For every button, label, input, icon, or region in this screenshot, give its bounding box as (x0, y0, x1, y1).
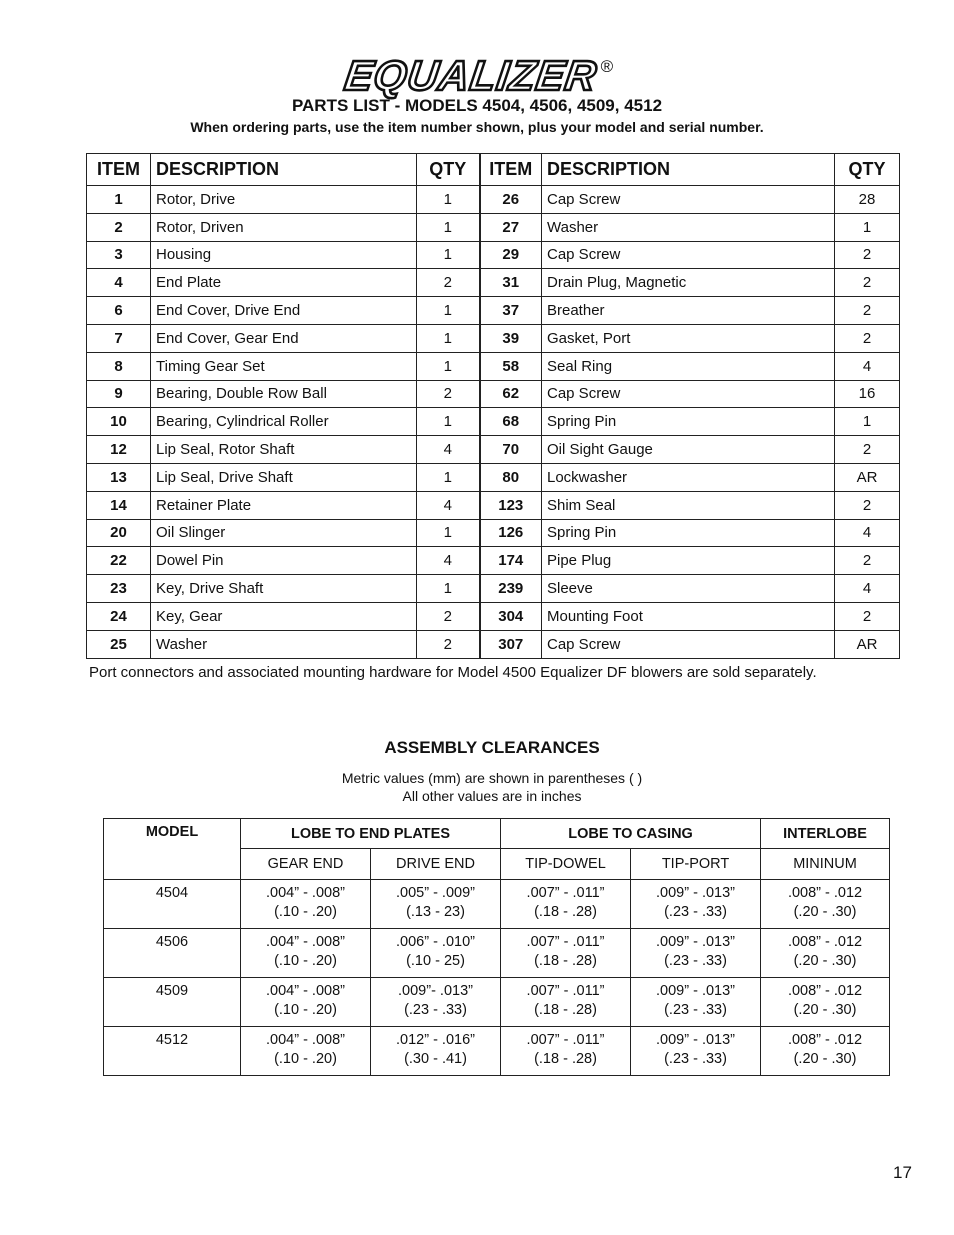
header-interlobe: INTERLOBE (761, 819, 890, 849)
item-description: End Plate (151, 269, 417, 297)
item-description: Retainer Plate (151, 491, 417, 519)
clearance-inches: .012” - .016” (396, 1032, 475, 1048)
parts-row (87, 186, 900, 214)
item-qty: 1 (417, 519, 480, 547)
item-qty: 28 (835, 186, 900, 214)
item-description: Seal Ring (542, 352, 835, 380)
parts-row (87, 297, 900, 325)
item-qty: 2 (835, 269, 900, 297)
item-number: 25 (87, 630, 151, 658)
clearance-inches: .007” - .011” (526, 885, 605, 901)
subheader-minimum: MININUM (761, 849, 890, 880)
item-qty: 2 (835, 297, 900, 325)
header-item: ITEM (87, 154, 151, 186)
item-number: 14 (87, 491, 151, 519)
clearance-mm: (.18 - .28) (534, 1051, 597, 1067)
clearance-inches: .004” - .008” (266, 983, 345, 999)
item-number: 24 (87, 602, 151, 630)
model-number: 4512 (104, 1027, 241, 1076)
clearance-inches: .007” - .011” (526, 1032, 605, 1048)
clearance-inches: .004” - .008” (266, 885, 345, 901)
item-description: Bearing, Cylindrical Roller (151, 408, 417, 436)
parts-row (87, 436, 900, 464)
item-qty: 1 (417, 408, 480, 436)
clearance-mm: (.23 - .33) (404, 1002, 467, 1018)
clearance-row (104, 978, 890, 1027)
item-qty: 4 (417, 547, 480, 575)
header-item: ITEM (480, 154, 542, 186)
item-number: 126 (480, 519, 542, 547)
item-number: 3 (87, 241, 151, 269)
model-number: 4506 (104, 929, 241, 978)
model-number: 4504 (104, 880, 241, 929)
item-number: 22 (87, 547, 151, 575)
parts-row (87, 575, 900, 603)
clearance-cell (761, 929, 890, 978)
item-description: Oil Sight Gauge (542, 436, 835, 464)
item-qty: 2 (417, 630, 480, 658)
header-lobe-to-casing: LOBE TO CASING (501, 819, 761, 849)
clearance-mm: (.20 - .30) (793, 1002, 857, 1018)
model-number: 4509 (104, 978, 241, 1027)
header-model: MODEL (104, 819, 241, 880)
logo-wordmark: EQUALIZER (341, 52, 600, 99)
clearance-mm: (.10 - .20) (274, 904, 337, 920)
clearance-inches: .008” - .012 (787, 1032, 863, 1048)
item-qty: 1 (417, 186, 480, 214)
item-description: Rotor, Driven (151, 213, 417, 241)
parts-row (87, 269, 900, 297)
item-qty: 16 (835, 380, 900, 408)
clearance-mm: (.20 - .30) (793, 953, 857, 969)
parts-row (87, 630, 900, 658)
parts-row (87, 324, 900, 352)
item-description: Lip Seal, Rotor Shaft (151, 436, 417, 464)
clearance-inches: .008” - .012 (787, 983, 863, 999)
clearance-mm: (.10 - .20) (274, 953, 337, 969)
item-number: 174 (480, 547, 542, 575)
clearance-cell (241, 929, 371, 978)
item-qty: AR (835, 463, 900, 491)
item-number: 10 (87, 408, 151, 436)
assembly-units-note (0, 769, 954, 805)
item-number: 304 (480, 602, 542, 630)
clearance-inches: .007” - .011” (526, 983, 605, 999)
item-number: 80 (480, 463, 542, 491)
item-description: Dowel Pin (151, 547, 417, 575)
clearance-cell (241, 880, 371, 929)
clearance-inches: .009” - .013” (656, 983, 736, 999)
parts-row (87, 463, 900, 491)
header-description: DESCRIPTION (542, 154, 835, 186)
item-number: 58 (480, 352, 542, 380)
item-number: 70 (480, 436, 542, 464)
item-number: 307 (480, 630, 542, 658)
item-number: 123 (480, 491, 542, 519)
item-number: 1 (87, 186, 151, 214)
item-description: Lip Seal, Drive Shaft (151, 463, 417, 491)
units-note-line: All other values are in inches (402, 788, 582, 804)
item-qty: 2 (835, 547, 900, 575)
item-number: 8 (87, 352, 151, 380)
clearance-cell (371, 978, 501, 1027)
item-qty: 1 (417, 213, 480, 241)
hardware-note: Port connectors and associated mounting hardware for Model 4500 Equalizer DF blowers are sold separately. (89, 664, 817, 681)
header-description: DESCRIPTION (151, 154, 417, 186)
item-qty: 4 (835, 352, 900, 380)
clearance-mm: (.10 - .20) (274, 1051, 337, 1067)
assembly-clearances-table (103, 818, 890, 1076)
item-description: Gasket, Port (542, 324, 835, 352)
item-qty: 2 (835, 602, 900, 630)
item-number: 20 (87, 519, 151, 547)
item-qty: 1 (417, 324, 480, 352)
item-qty: 4 (417, 436, 480, 464)
clearance-cell (371, 880, 501, 929)
clearance-inches: .004” - .008” (266, 1032, 345, 1048)
clearance-cell (501, 978, 631, 1027)
item-number: 31 (480, 269, 542, 297)
item-number: 39 (480, 324, 542, 352)
item-number: 6 (87, 297, 151, 325)
units-note-line: Metric values (mm) are shown in parentheses ( ) (341, 770, 643, 786)
clearance-mm: (.18 - .28) (534, 953, 597, 969)
page-number: 17 (893, 1163, 912, 1182)
item-description: Timing Gear Set (151, 352, 417, 380)
parts-row (87, 408, 900, 436)
clearance-cell (241, 978, 371, 1027)
item-description: Cap Screw (542, 241, 835, 269)
item-description: Housing (151, 241, 417, 269)
item-description: Lockwasher (542, 463, 835, 491)
parts-row (87, 547, 900, 575)
item-number: 29 (480, 241, 542, 269)
item-number: 62 (480, 380, 542, 408)
parts-header-row (87, 154, 900, 186)
clearance-cell (501, 929, 631, 978)
subheader-gear-end: GEAR END (241, 849, 371, 880)
subheader-drive-end: DRIVE END (371, 849, 501, 880)
item-qty: 1 (417, 297, 480, 325)
parts-row (87, 602, 900, 630)
item-description: Mounting Foot (542, 602, 835, 630)
clearance-row (104, 880, 890, 929)
item-number: 239 (480, 575, 542, 603)
clearance-mm: (.18 - .28) (534, 1002, 597, 1018)
item-description: Washer (151, 630, 417, 658)
item-qty: 4 (835, 575, 900, 603)
item-description: Drain Plug, Magnetic (542, 269, 835, 297)
item-number: 9 (87, 380, 151, 408)
item-number: 7 (87, 324, 151, 352)
clearance-inches: .008” - .012 (787, 934, 863, 950)
parts-row (87, 380, 900, 408)
item-description: Cap Screw (542, 380, 835, 408)
item-number: 37 (480, 297, 542, 325)
item-description: Bearing, Double Row Ball (151, 380, 417, 408)
clearance-mm: (.20 - .30) (793, 1051, 857, 1067)
item-qty: 1 (417, 463, 480, 491)
clearance-inches: .009”- .013” (398, 983, 473, 999)
clearance-cell (371, 1027, 501, 1076)
item-description: Oil Slinger (151, 519, 417, 547)
clearance-cell (631, 880, 761, 929)
clearance-mm: (.23 - .33) (664, 1051, 727, 1067)
item-description: Shim Seal (542, 491, 835, 519)
header-qty: QTY (835, 154, 900, 186)
parts-row (87, 491, 900, 519)
clearance-mm: (.30 - .41) (404, 1051, 467, 1067)
item-description: Key, Drive Shaft (151, 575, 417, 603)
item-qty: 2 (835, 491, 900, 519)
clearance-row (104, 929, 890, 978)
clearance-cell (631, 1027, 761, 1076)
item-description: End Cover, Drive End (151, 297, 417, 325)
clearance-cell (501, 1027, 631, 1076)
item-qty: 1 (417, 352, 480, 380)
clearance-inches: .009” - .013” (656, 885, 736, 901)
clearance-cell (371, 929, 501, 978)
registered-mark: ® (600, 57, 614, 76)
subheader-tip-dowel: TIP-DOWEL (501, 849, 631, 880)
header-lobe-to-end-plates: LOBE TO END PLATES (241, 819, 501, 849)
clearance-cell (761, 1027, 890, 1076)
clearance-inches: .009” - .013” (656, 1032, 736, 1048)
parts-row (87, 352, 900, 380)
item-number: 68 (480, 408, 542, 436)
clearance-cell (761, 880, 890, 929)
item-description: Cap Screw (542, 630, 835, 658)
item-qty: 4 (835, 519, 900, 547)
item-qty: 4 (417, 491, 480, 519)
item-description: Key, Gear (151, 602, 417, 630)
subheader-tip-port: TIP-PORT (631, 849, 761, 880)
clearance-inches: .005” - .009” (396, 885, 475, 901)
clearance-mm: (.18 - .28) (534, 904, 597, 920)
item-description: Spring Pin (542, 408, 835, 436)
clearance-cell (761, 978, 890, 1027)
clearance-mm: (.23 - .33) (664, 1002, 727, 1018)
item-qty: 2 (835, 436, 900, 464)
item-description: Pipe Plug (542, 547, 835, 575)
clearance-inches: .006” - .010” (396, 934, 475, 950)
parts-list-table (86, 153, 900, 659)
clearance-mm: (.23 - .33) (664, 904, 727, 920)
assembly-clearances-title: ASSEMBLY CLEARANCES (384, 738, 600, 757)
header-qty: QTY (417, 154, 480, 186)
item-qty: 2 (417, 602, 480, 630)
clearance-mm: (.10 - .20) (274, 1002, 337, 1018)
equalizer-logo (0, 52, 954, 100)
page-title: PARTS LIST - MODELS 4504, 4506, 4509, 4512 (291, 96, 663, 115)
clearance-inches: .008” - .012 (787, 885, 863, 901)
clearance-inches: .007” - .011” (526, 934, 605, 950)
item-qty: 2 (417, 269, 480, 297)
item-description: Rotor, Drive (151, 186, 417, 214)
clearance-header-row (104, 819, 890, 849)
item-qty: 1 (835, 408, 900, 436)
clearance-mm: (.23 - .33) (664, 953, 727, 969)
item-description: Spring Pin (542, 519, 835, 547)
item-number: 4 (87, 269, 151, 297)
parts-row (87, 519, 900, 547)
clearance-inches: .009” - .013” (656, 934, 736, 950)
clearance-cell (631, 978, 761, 1027)
item-number: 13 (87, 463, 151, 491)
item-number: 26 (480, 186, 542, 214)
item-description: Breather (542, 297, 835, 325)
item-qty: 2 (835, 241, 900, 269)
parts-row (87, 241, 900, 269)
clearance-mm: (.20 - .30) (793, 904, 857, 920)
clearance-cell (241, 1027, 371, 1076)
item-description: Sleeve (542, 575, 835, 603)
item-number: 12 (87, 436, 151, 464)
item-number: 2 (87, 213, 151, 241)
item-number: 23 (87, 575, 151, 603)
item-description: Cap Screw (542, 186, 835, 214)
item-qty: 1 (417, 575, 480, 603)
page-subtitle: When ordering parts, use the item number shown, plus your model and serial number. (190, 119, 764, 135)
item-qty: 2 (835, 324, 900, 352)
item-qty: 1 (417, 241, 480, 269)
item-qty: AR (835, 630, 900, 658)
item-qty: 2 (417, 380, 480, 408)
item-description: Washer (542, 213, 835, 241)
clearance-mm: (.10 - 25) (406, 953, 465, 969)
clearance-inches: .004” - .008” (266, 934, 345, 950)
item-qty: 1 (835, 213, 900, 241)
clearance-row (104, 1027, 890, 1076)
clearance-cell (501, 880, 631, 929)
clearance-mm: (.13 - 23) (406, 904, 465, 920)
clearance-cell (631, 929, 761, 978)
parts-row (87, 213, 900, 241)
item-number: 27 (480, 213, 542, 241)
item-description: End Cover, Gear End (151, 324, 417, 352)
